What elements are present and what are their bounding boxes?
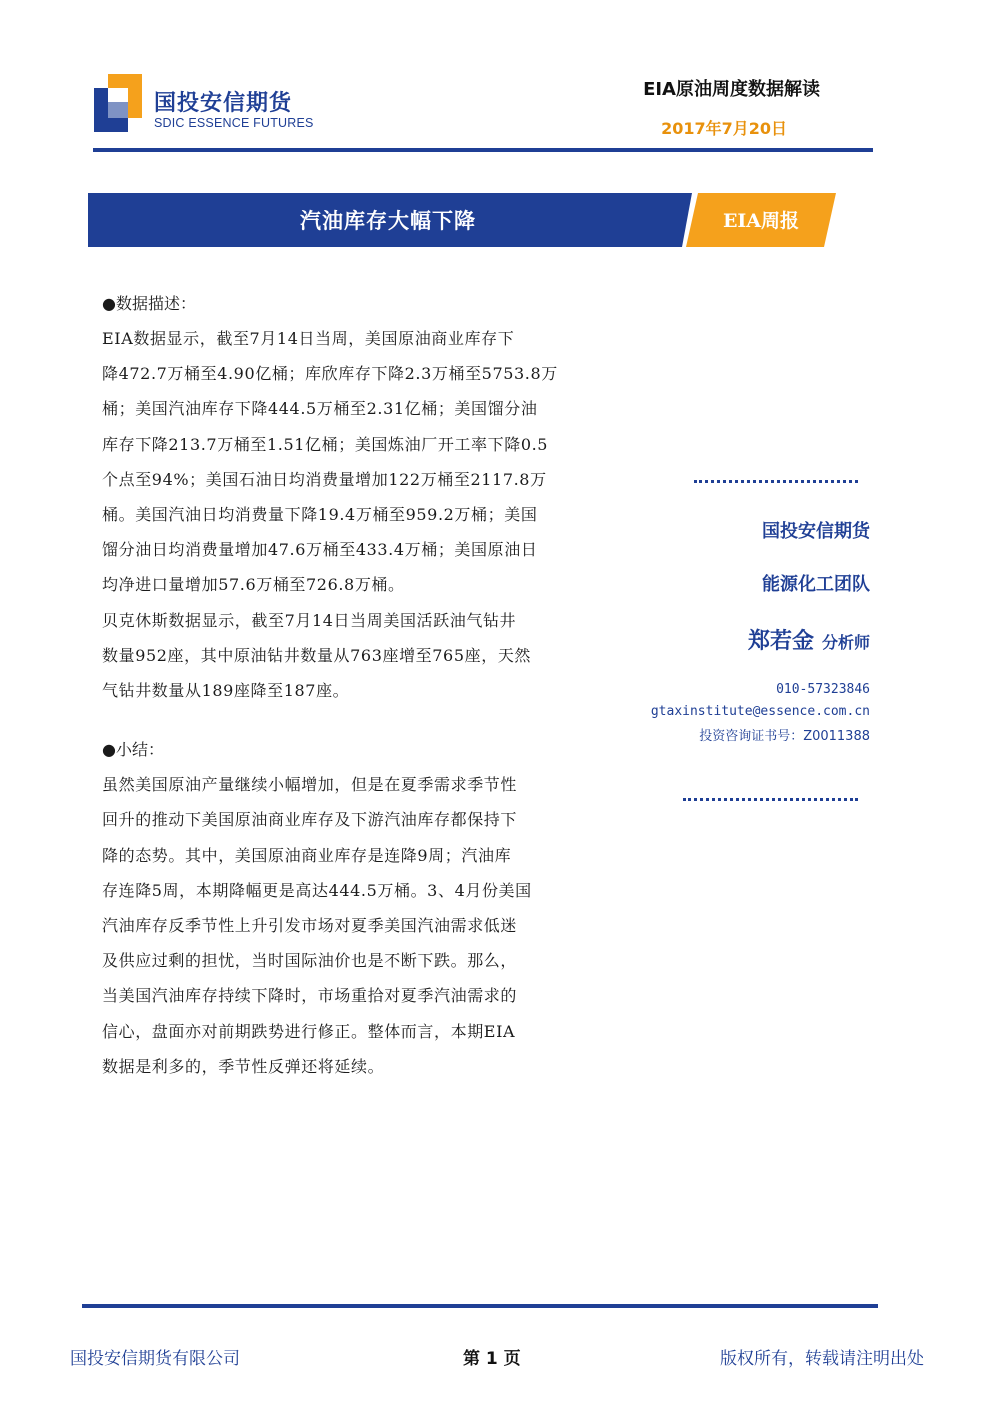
sidebar-dotted-divider bbox=[683, 798, 858, 801]
text-line: 汽油库存反季节性上升引发市场对夏季美国汽油需求低迷 bbox=[102, 916, 518, 936]
footer-divider bbox=[82, 1304, 878, 1308]
text-line: 均净进口量增加57.6万桶至726.8万桶。 bbox=[102, 575, 405, 595]
analyst-name: 郑若金 bbox=[747, 629, 814, 654]
paragraph-summary bbox=[102, 767, 602, 1084]
text-line: 当美国汽油库存持续下降时，市场重拾对夏季汽油需求的 bbox=[102, 986, 518, 1006]
text-line: 桶；美国汽油库存下降444.5万桶至2.31亿桶；美国馏分油 bbox=[102, 399, 538, 419]
text-line: 数量952座，其中原油钻井数量从763座增至765座，天然 bbox=[102, 645, 532, 665]
text-line: 及供应过剩的担忧，当时国际油价也是不断下跌。那么， bbox=[102, 951, 518, 971]
footer-copyright: 版权所有，转载请注明出处 bbox=[720, 1349, 924, 1369]
report-type: EIA原油周度数据解读 bbox=[643, 79, 820, 100]
text-line: 信心，盘面亦对前期跌势进行修正。整体而言，本期EIA bbox=[102, 1021, 516, 1041]
paragraph-eia-data bbox=[102, 321, 602, 603]
text-line: EIA数据显示，截至7月14日当周，美国原油商业库存下 bbox=[102, 329, 515, 348]
company-logo bbox=[94, 74, 334, 136]
text-line: 回升的推动下美国原油商业库存及下游汽油库存都保持下 bbox=[102, 810, 518, 830]
logo-mark-icon bbox=[94, 74, 142, 132]
header-divider bbox=[93, 148, 873, 152]
text-line: 库存下降213.7万桶至1.51亿桶；美国炼油厂开工率下降0.5 bbox=[102, 434, 549, 454]
analyst-phone: 010-57323846 bbox=[776, 682, 870, 697]
analyst-email-link[interactable]: gtaxinstitute@essence.com.cn bbox=[650, 704, 870, 719]
analyst-info bbox=[748, 624, 870, 655]
analyst-certificate: 投资咨询证书号：Z0011388 bbox=[699, 729, 870, 744]
logo-english-name: SDIC ESSENCE FUTURES bbox=[154, 116, 314, 130]
logo-chinese-name: 国投安信期货 bbox=[154, 91, 293, 116]
footer-company: 国投安信期货有限公司 bbox=[70, 1349, 240, 1369]
section-heading-summary: ●小结： bbox=[102, 740, 164, 760]
paragraph-baker-hughes bbox=[102, 603, 602, 709]
text-line: 降472.7万桶至4.90亿桶；库欣库存下降2.3万桶至5753.8万 bbox=[102, 364, 558, 384]
text-line: 桶。美国汽油日均消费量下降19.4万桶至959.2万桶；美国 bbox=[102, 505, 538, 525]
banner-tag: EIA周报 bbox=[722, 210, 800, 232]
report-date: 2017年7月20日 bbox=[661, 119, 787, 138]
text-line: 存连降5周，本期降幅更是高达444.5万桶。3、4月份美国 bbox=[102, 880, 532, 900]
text-line: 气钻井数量从189座降至187座。 bbox=[102, 681, 350, 701]
analyst-title: 分析师 bbox=[821, 633, 870, 652]
text-line: 个点至94%；美国石油日均消费量增加122万桶至2117.8万 bbox=[102, 469, 547, 489]
sidebar-dotted-divider bbox=[694, 480, 858, 483]
page-number: 第 1 页 bbox=[463, 1349, 521, 1369]
banner-title: 汽油库存大幅下降 bbox=[300, 209, 476, 233]
section-heading-data-description: ●数据描述： bbox=[102, 294, 196, 313]
text-line: 贝克休斯数据显示，截至7月14日当周美国活跃油气钻井 bbox=[102, 610, 517, 630]
main-content bbox=[102, 286, 602, 1084]
text-line: 虽然美国原油产量继续小幅增加，但是在夏季需求季节性 bbox=[102, 775, 518, 795]
text-line: 馏分油日均消费量增加47.6万桶至433.4万桶；美国原油日 bbox=[102, 540, 538, 560]
title-banner bbox=[88, 193, 836, 247]
sidebar-company: 国投安信期货 bbox=[762, 521, 870, 542]
text-line: 数据是利多的，季节性反弹还将延续。 bbox=[102, 1056, 385, 1076]
sidebar-team: 能源化工团队 bbox=[762, 574, 870, 595]
text-line: 降的态势。其中，美国原油商业库存是连降9周；汽油库 bbox=[102, 845, 512, 865]
